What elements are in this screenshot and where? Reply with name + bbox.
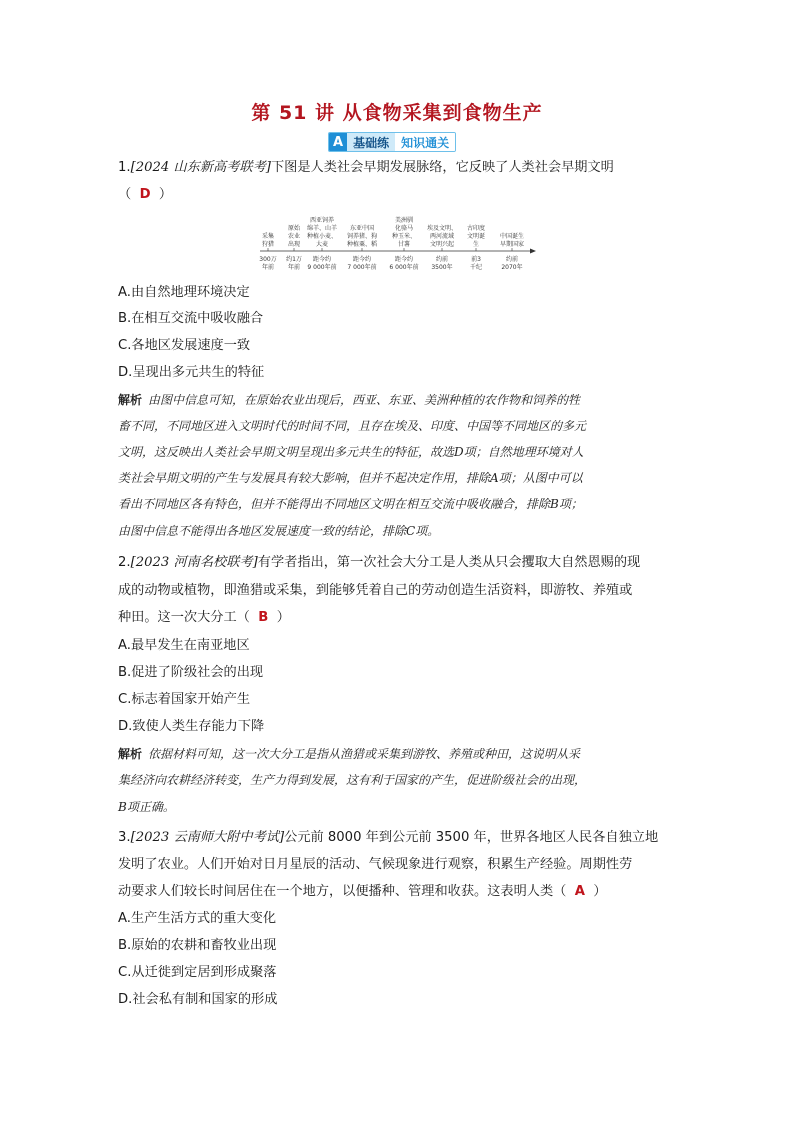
q2-stem-text-3: 种田。这一次大分工（ — [118, 610, 250, 625]
timeline-arrow — [530, 249, 536, 254]
timeline-date-label: 约前 — [435, 256, 449, 263]
q1-explanation-text-1: 由图中信息可知，在原始农业出现后，西亚、东亚、美洲种植的农作物和饲养的牲 — [148, 393, 581, 407]
q1-paren-close: ） — [158, 187, 173, 202]
q2-explanation-line-2: 集经济向农耕经济转变，生产力得到发展，这有利于国家的产生，促进阶级社会的出现， — [118, 773, 587, 787]
q3-paren-close: ） — [593, 884, 607, 899]
q3-stem-line-2: 发明了农业。人们开始对日月星辰的活动、气候现象进行观察，积累生产经验。周期性劳 — [118, 857, 633, 872]
q1-stem — [118, 160, 614, 176]
badge-letter: A — [329, 133, 347, 151]
timeline-date-label: 7 000年前 — [347, 264, 377, 271]
q1-source: [2024 山东新高考联考] — [130, 160, 271, 175]
q1-option-d: D.呈现出多元共生的特征 — [118, 365, 265, 380]
q3-option-a: A.生产生活方式的重大变化 — [118, 911, 277, 926]
timeline-dates — [259, 255, 522, 271]
timeline-event-label: 种植粟、稻 — [346, 241, 378, 248]
q1-explanation-line-2: 畜不同，不同地区进入文明时代的时间不同，且存在埃及、印度、中国等不同地区的多元 — [118, 419, 587, 433]
q1-option-b: B.在相互交流中吸收融合 — [118, 311, 264, 326]
q1-paren-open: （ — [118, 187, 132, 202]
timeline-event-label: 古印度 — [466, 225, 486, 232]
timeline-date-label: 千纪 — [469, 264, 483, 271]
q3-option-b: B.原始的农耕和畜牧业出现 — [118, 938, 277, 953]
q2-option-b: B.促进了阶级社会的出现 — [118, 665, 264, 680]
timeline-event-label: 两河流域 — [429, 233, 455, 240]
q1-explanation-line-5: 看出不同地区各有特色，但并不能得出不同地区文明在相互交流中吸收融合，排除B项； — [118, 497, 583, 511]
timeline-event-label: 种植小麦、 — [306, 233, 338, 240]
timeline-event-label: 狩猎 — [261, 241, 275, 248]
q3-answer: A — [574, 884, 585, 899]
timeline-event-label: 种玉米、 — [391, 233, 417, 240]
timeline-date-label: 3500年 — [431, 264, 453, 271]
timeline-event-label: 美洲驯 — [394, 217, 414, 224]
timeline-event-label: 化骆马 — [394, 225, 414, 232]
timeline-date-label: 300万 — [259, 256, 277, 263]
timeline-date-label: 6 000年前 — [389, 264, 419, 271]
q3-stem-line-3 — [118, 884, 607, 900]
q3-stem-text-3: 动要求人们较长时间居住在一个地方，以便播种、管理和收获。这表明人类（ — [118, 884, 567, 899]
q2-explanation-text-1: 依据材料可知，这一次大分工是指从渔猎或采集到游牧、养殖或种田，这说明从采 — [148, 747, 581, 761]
timeline-date-label: 9 000年前 — [307, 264, 337, 271]
q2-option-c: C.标志着国家开始产生 — [118, 692, 251, 707]
timeline-event-label: 西亚饲养 — [309, 217, 335, 224]
q2-explanation-label: 解析 — [118, 747, 143, 761]
q1-explanation-line-6: 由图中信息不能得出各地区发展速度一致的结论，排除C项。 — [118, 524, 440, 538]
timeline-events — [262, 216, 524, 251]
timeline-event-label: 中国诞生 — [499, 233, 525, 240]
q1-option-a: A.由自然地理环境决定 — [118, 285, 250, 300]
timeline-event-label: 绵羊、山羊 — [306, 225, 338, 232]
q1-answer: D — [139, 187, 151, 202]
timeline-date-label: 年前 — [287, 264, 301, 271]
timeline-date-label: 距今约 — [312, 256, 332, 263]
q2-explanation-line-1 — [118, 746, 678, 762]
q2-answer: B — [258, 610, 269, 625]
timeline-event-label: 东亚中国 — [349, 225, 375, 232]
timeline-date-label: 2070年 — [501, 264, 523, 271]
timeline-event-label: 甘薯 — [397, 241, 411, 248]
q1-explanation-line-3: 文明，这反映出人类社会早期文明呈现出多元共生的特征，故选D项；自然地理环境对人 — [118, 445, 584, 459]
q3-stem-text-1: 公元前 8000 年到公元前 3500 年，世界各地区人民各自独立地 — [284, 830, 659, 845]
q1-option-c: C.各地区发展速度一致 — [118, 338, 251, 353]
timeline-date-label: 距今约 — [352, 256, 372, 263]
q2-option-a: A.最早发生在南亚地区 — [118, 638, 250, 653]
timeline-event-label: 文明诞 — [466, 233, 486, 240]
q2-stem-line-1 — [118, 555, 640, 571]
q2-stem-line-3 — [118, 610, 290, 626]
badge-main-label: 基础练 — [347, 133, 395, 151]
section-badge — [328, 132, 456, 152]
timeline-event-label: 早期国家 — [499, 241, 525, 248]
q2-stem-text-1: 有学者指出，第一次社会大分工是人类从只会攫取大自然恩赐的现 — [257, 555, 641, 570]
q3-option-d: D.社会私有制和国家的形成 — [118, 992, 278, 1007]
timeline-date-label: 约前 — [505, 256, 519, 263]
timeline-event-label: 生 — [472, 241, 480, 248]
q1-answer-line — [118, 187, 172, 203]
q2-source: [2023 河南名校联考] — [130, 555, 258, 570]
timeline-event-label: 饲养猪、狗 — [346, 233, 378, 240]
q3-number: 3. — [118, 830, 131, 845]
page-title: 第 51 讲 从食物采集到食物生产 — [251, 102, 543, 124]
q3-source: [2023 云南师大附中考试] — [130, 830, 285, 845]
timeline-event-label: 文明兴起 — [429, 241, 455, 248]
q2-stem-line-2: 成的动物或植物，即渔猎或采集，到能够凭着自己的劳动创造生活资料，即游牧、养殖或 — [118, 583, 633, 598]
q1-number: 1. — [118, 160, 131, 175]
timeline-event-label: 大麦 — [315, 241, 329, 248]
q1-explanation-line-1 — [118, 392, 678, 408]
timeline-event-label: 埃及文明、 — [426, 225, 458, 232]
q1-stem-text: 下图是人类社会早期发展脉络，它反映了人类社会早期文明 — [270, 160, 614, 175]
badge-sub-label: 知识通关 — [395, 133, 455, 151]
q3-stem-line-1 — [118, 830, 658, 846]
timeline-event-label: 农业 — [287, 233, 301, 240]
q2-number: 2. — [118, 555, 131, 570]
timeline-event-label: 原始 — [287, 225, 301, 232]
timeline-figure — [258, 208, 540, 278]
q3-option-c: C.从迁徙到定居到形成聚落 — [118, 965, 277, 980]
q1-explanation-label: 解析 — [118, 393, 143, 407]
timeline-date-label: 约1万 — [286, 256, 302, 263]
q1-explanation-line-4: 类社会早期文明的产生与发展具有较大影响，但并不起决定作用，排除A项；从图中可以 — [118, 471, 583, 485]
timeline-date-label: 距今约 — [394, 256, 414, 263]
timeline-event-label: 出现 — [287, 241, 301, 248]
q2-explanation-line-3: B项正确。 — [118, 800, 175, 814]
timeline-event-label: 采集 — [261, 233, 275, 240]
q2-paren-close: ） — [276, 610, 290, 625]
timeline-date-label: 年前 — [261, 264, 275, 271]
q2-option-d: D.致使人类生存能力下降 — [118, 719, 265, 734]
timeline-date-label: 前3 — [471, 256, 481, 263]
